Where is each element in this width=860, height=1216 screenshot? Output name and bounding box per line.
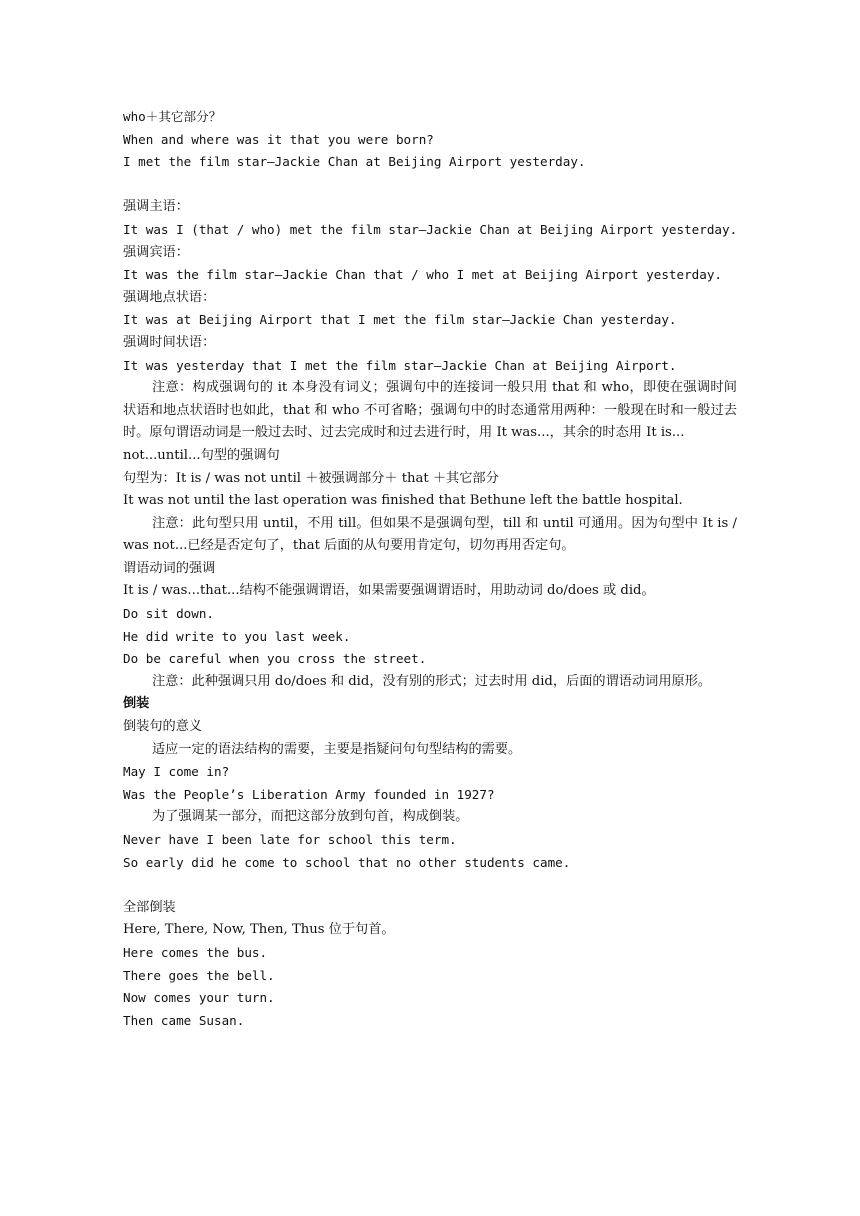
text-line: Do sit down. [123,606,214,622]
text-line: Now comes your turn. [123,990,275,1006]
text-line: 注意：此种强调只用 do/does 和 did，没有别的形式；过去时用 did，后面的谓语动词用原形。 [152,673,712,689]
text-line: Do be careful when you cross the street. [123,651,427,667]
text-line: It was the film star—Jackie Chan that / who I met at Beijing Airport yesterday. [123,267,722,283]
text-line: So early did he come to school that no other students came. [123,854,571,870]
text-line: It was at Beijing Airport that I met the film star—Jackie Chan yesterday. [123,312,677,328]
text-line: I met the film star—Jackie Chan at Beijing Airport yesterday. [123,154,586,170]
text-line: It is / was...that...结构不能强调谓语，如果需要强调谓语时，用助动词 do/does 或 did。 [123,583,655,599]
text-line: It was yesterday that I met the film star—Jackie Chan at Beijing Airport. [123,357,677,373]
text-line: 注意：此句型只用 until，不用 till。但如果不是强调句型，till 和 until 可通用。因为句型中 It is / was not...已经是否定句了，that 后面的从句要用肯定句，切勿再用否定句。 [123,515,737,554]
text-line: 为了强调某一部分，而把这部分放到句首，构成倒装。 [152,809,469,825]
text-line: Then came Susan. [123,1012,245,1028]
text-line: 谓语动词的强调 [123,560,216,576]
text-line: He did write to you last week. [123,628,351,644]
text-line: May I come in? [123,764,230,780]
text-line: There goes the bell. [123,967,275,983]
text-line: 适应一定的语法结构的需要，主要是指疑问句句型结构的需要。 [152,741,522,757]
text-line: 强调宾语： [123,244,189,260]
text-line: Here, There, Now, Then, Thus 位于句首。 [123,922,395,938]
blank-line [123,174,737,197]
text-line: 倒装 [123,696,150,712]
text-line: 倒装句的意义 [123,719,203,735]
text-line: When and where was it that you were born? [123,131,434,147]
blank-line [123,874,737,897]
text-line: 句型为：It is / was not until ＋被强调部分＋ that ＋其它部分 [123,470,499,486]
text-line: 强调时间状语： [123,334,216,350]
text-line: It was I (that / who) met the film star—Jackie Chan at Beijing Airport yesterday. [123,221,738,237]
text-line: Never have I been late for school this term. [123,832,457,847]
text-line: 全部倒装 [123,899,176,915]
text-line: 强调地点状语： [123,289,216,305]
text-line: not...until...句型的强调句 [123,447,280,463]
text-line: Here comes the bus. [123,944,268,960]
text-line: who＋其它部分？ [123,109,222,124]
document-body [123,106,737,1032]
text-line: Was the People’s Liberation Army founded in 1927? [123,786,495,802]
text-line: 强调主语： [123,199,189,215]
text-line: It was not until the last operation was finished that Bethune left the battle hospital. [123,493,683,509]
text-line: 注意：构成强调句的 it 本身没有词义；强调句中的连接词一般只用 that 和 who，即使在强调时间状语和地点状语时也如此，that 和 who 不可省略；强调句中的时态通常用两种：一般现在时和一般过去时。原句谓语动词是一般过去时、过去完成时和过去进行时，用 It was...，其余的时态用 It is... [123,380,737,441]
